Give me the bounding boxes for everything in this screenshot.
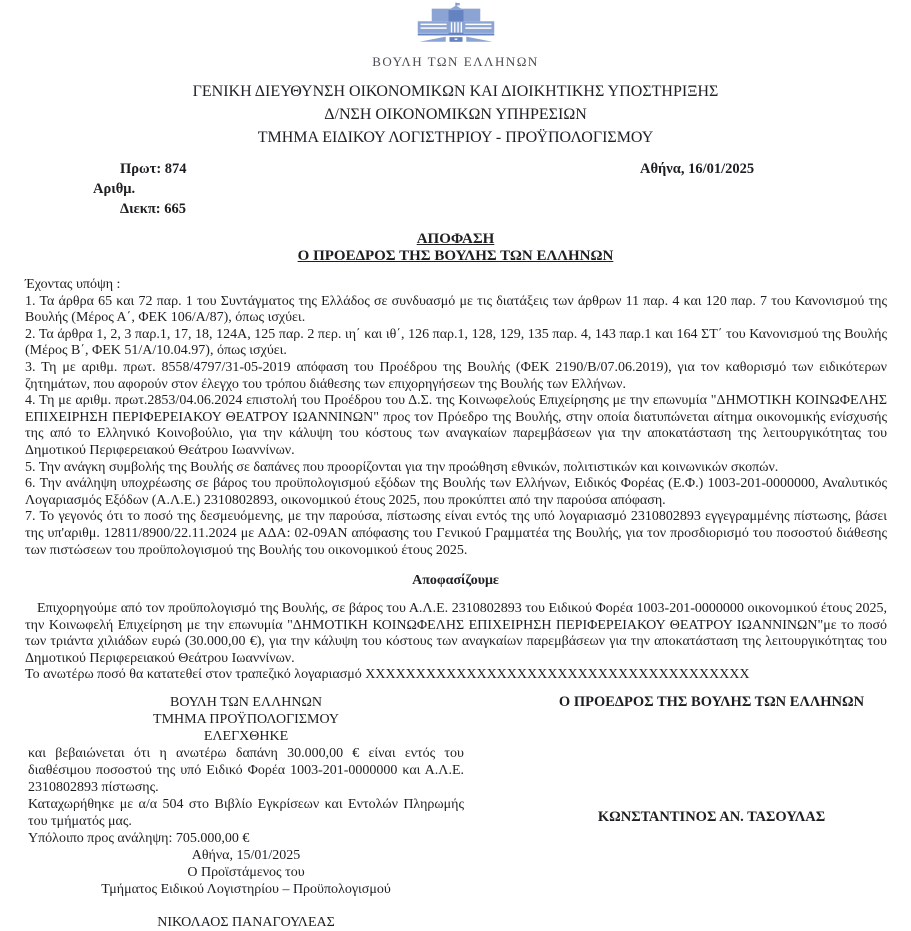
decision-title-block — [0, 231, 911, 265]
verification-balance: Υπόλοιπο προς ανάληψη: 705.000,00 € — [28, 831, 250, 847]
decision-subtitle: Ο ΠΡΟΕΔΡΟΣ ΤΗΣ ΒΟΥΛΗΣ ΤΩΝ ΕΛΛΗΝΩΝ — [297, 248, 614, 264]
verification-checked: ΕΛΕΓΧΘΗΚΕ — [203, 729, 289, 745]
preamble — [25, 277, 887, 559]
org-header-line3: ΤΜΗΜΑ ΕΙΔΙΚΟΥ ΛΟΓΙΣΤΗΡΙΟΥ - ΠΡΟΫΠΟΛΟΓΙΣΜΟΥ — [257, 129, 654, 146]
verification-org: ΒΟΥΛΗ ΤΩΝ ΕΛΛΗΝΩΝ — [170, 695, 322, 711]
preamble-item-2: 2. Τα άρθρα 1, 2, 3 παρ.1, 17, 18, 124Α, 125 παρ. 2 περ. ιη΄ και ιθ΄, 126 παρ.1, 128, 129, 135 παρ. 4, 143 παρ.1 και 164 ΣΤ΄ του Κανονισμού της Βουλής (Μέρος Β΄, ΦΕΚ 51/Α/10.04.97), όπως ισχύει. — [25, 326, 887, 359]
verification-body-1: και βεβαιώνεται ότι η ανωτέρω δαπάνη 30.000,00 € είναι εντός του διαθέσιμου ποσοστού της υπό Ειδικό Φορέα 1003-201-0000000 και Α.Λ.Ε. 2310802893 πίστωσης. — [28, 746, 464, 796]
left-signature-role-1: Ο Προϊστάμενος του — [187, 865, 305, 881]
bottom-section — [28, 694, 887, 931]
meta-block — [0, 161, 911, 223]
left-signature-role-2: Τμήματος Ειδικού Λογιστηρίου – Προϋπολογισμού — [101, 882, 391, 898]
org-header — [0, 80, 911, 149]
org-header-line1: ΓΕΝΙΚΗ ΔΙΕΥΘΥΝΣΗ ΟΙΚΟΝΟΜΙΚΩΝ ΚΑΙ ΔΙΟΙΚΗΤΙΚΗΣ ΥΠΟΣΤΗΡΙΞΗΣ — [192, 83, 719, 100]
emblem-block — [0, 0, 911, 70]
city-date: Αθήνα, 16/01/2025 — [640, 161, 755, 177]
left-signature-name: ΝΙΚΟΛΑΟΣ ΠΑΝΑΓΟΥΛΕΑΣ — [157, 915, 335, 931]
emblem-caption: ΒΟΥΛΗ ΤΩΝ ΕΛΛΗΝΩΝ — [372, 54, 539, 69]
parliament-building-icon — [414, 2, 498, 48]
president-name: ΚΩΝΣΤΑΝΤΙΝΟΣ ΑΝ. ΤΑΣΟΥΛΑΣ — [597, 809, 826, 826]
preamble-item-1: 1. Τα άρθρα 65 και 72 παρ. 1 του Συντάγματος της Ελλάδος σε συνδυασμό με τις διατάξεις των άρθρων 11 παρ. 4 και 120 παρ. 7 του Κανονισμού της Βουλής (Μέρος Α΄, ΦΕΚ 106/Α/87), όπως ισχύει. — [25, 293, 887, 326]
preamble-intro: Έχοντας υπόψη : — [25, 277, 121, 292]
preamble-item-3: 3. Τη με αριθμ. πρωτ. 8558/4797/31-05-2019 απόφαση του Προέδρου της Βουλής (ΦΕΚ 2190/Β/07.06.2019), για τον καθορισμό των ειδικότερων ζητημάτων, που αφορούν στον έλεγχο του τρόπου διάθεσης των επιχορηγήσεων της Βουλής των Ελλήνων. — [25, 359, 887, 392]
president-signature-block — [464, 694, 887, 931]
verification-date: Αθήνα, 15/01/2025 — [191, 848, 301, 864]
verification-body-2: Καταχωρήθηκε με α/α 504 στο Βιβλίο Εγκρίσεων και Εντολών Πληρωμής του τμήματός μας. — [28, 797, 464, 830]
verification-dept: ΤΜΗΜΑ ΠΡΟΫΠΟΛΟΓΙΣΜΟΥ — [153, 712, 339, 728]
decision-paragraph-1: Επιχορηγούμε από τον προϋπολογισμό της Βουλής, σε βάρος του Α.Λ.Ε. 2310802893 του Ειδικού Φορέα 1003-201-0000000 οικονομικού έτους 2025, την Κοινωφελή Επιχείρηση με την επωνυμία "ΔΗΜΟΤΙΚΗ ΚΟΙΝΩΦΕΛΗΣ ΕΠΙΧΕΙΡΗΣΗ ΠΕΡΙΦΕΡΕΙΑΚΟΥ ΘΕΑΤΡΟΥ ΙΩΑΝΝΙΝΩΝ"με το ποσό των τριάντα χιλιάδων ευρώ (30.000,00 €), για την κάλυψη του κόστους των αναγκαίων παρεμβάσεων για την αποκατάσταση της λειτουργικότητας του Δημοτικού Περιφερειακού Θεάτρου Ιωαννίνων. — [25, 601, 887, 666]
decision-title: ΑΠΟΦΑΣΗ — [416, 231, 495, 247]
decision-paragraph-2: Το ανωτέρω ποσό θα κατατεθεί στον τραπεζικό λογαριασμό ΧΧΧΧΧΧΧΧΧΧΧΧΧΧΧΧΧΧΧΧΧΧΧΧΧΧΧΧΧΧΧΧΧΧΧΧΧΧ — [25, 667, 750, 683]
preamble-item-7: 7. Το γεγονός ότι το ποσό της δεσμευόμενης, με την παρούσα, πίστωσης είναι εντός της υπό λογαριασμό 2310802893 εγγεγραμμένης πίστωσης, βάσει της υπ'αριθμ. 12811/8900/22.11.2024 με ΑΔΑ: 02-09ΑΝ απόφασης του Γενικού Γραμματέα της Βουλής, για τον προσδιορισμό του ποσοστού διάθεσης των πιστώσεων του προϋπολογισμού της Βουλής του οικονομικού έτους 2025. — [25, 509, 887, 558]
preamble-item-5: 5. Την ανάγκη συμβολής της Βουλής σε δαπάνες που προορίζονται για την προώθηση εθνικών, πολιτιστικών και κοινωνικών σκοπών. — [25, 459, 779, 475]
president-title: Ο ΠΡΟΕΔΡΟΣ ΤΗΣ ΒΟΥΛΗΣ ΤΩΝ ΕΛΛΗΝΩΝ — [558, 694, 865, 711]
verification-block — [28, 694, 464, 931]
diekp-number: Διεκπ: 665 — [120, 201, 186, 217]
arithm-label: Αριθμ. — [93, 181, 136, 197]
decision-body — [25, 601, 887, 684]
decide-heading: Αποφασίζουμε — [412, 573, 499, 589]
preamble-item-6: 6. Την ανάληψη υποχρέωσης σε βάρος του προϋπολογισμού εξόδων της Βουλής των Ελλήνων, Ειδικός Φορέας (Ε.Φ.) 1003-201-0000000, Αναλυτικός Λογαριασμός Εξόδων (Α.Λ.Ε.) 2310802893, οικονομικού έτους 2025, που προκύπτει από την παρούσα απόφαση. — [25, 476, 887, 508]
protocol-number: Πρωτ: 874 — [120, 161, 187, 177]
org-header-line2: Δ/ΝΣΗ ΟΙΚΟΝΟΜΙΚΩΝ ΥΠΗΡΕΣΙΩΝ — [324, 106, 587, 123]
preamble-item-4: 4. Τη με αριθμ. πρωτ.2853/04.06.2024 επιστολή του Προέδρου του Δ.Σ. της Κοινωφελούς Επιχείρησης με την επωνυμία "ΔΗΜΟΤΙΚΗ ΚΟΙΝΩΦΕΛΗΣ ΕΠΙΧΕΙΡΗΣΗ ΠΕΡΙΦΕΡΕΙΑΚΟΥ ΘΕΑΤΡΟΥ ΙΩΑΝΝΙΝΩΝ" προς τον Πρόεδρο της Βουλής, στην οποία διατυπώνεται αίτημα οικονομικής ενίσχυσής της από το Ελληνικό Κοινοβούλιο, για την κάλυψη του κόστους των αναγκαίων παρεμβάσεων για την αποκατάσταση της λειτουργικότητας του Δημοτικού Περιφερειακού Θεάτρου Ιωαννίνων. — [25, 393, 887, 458]
